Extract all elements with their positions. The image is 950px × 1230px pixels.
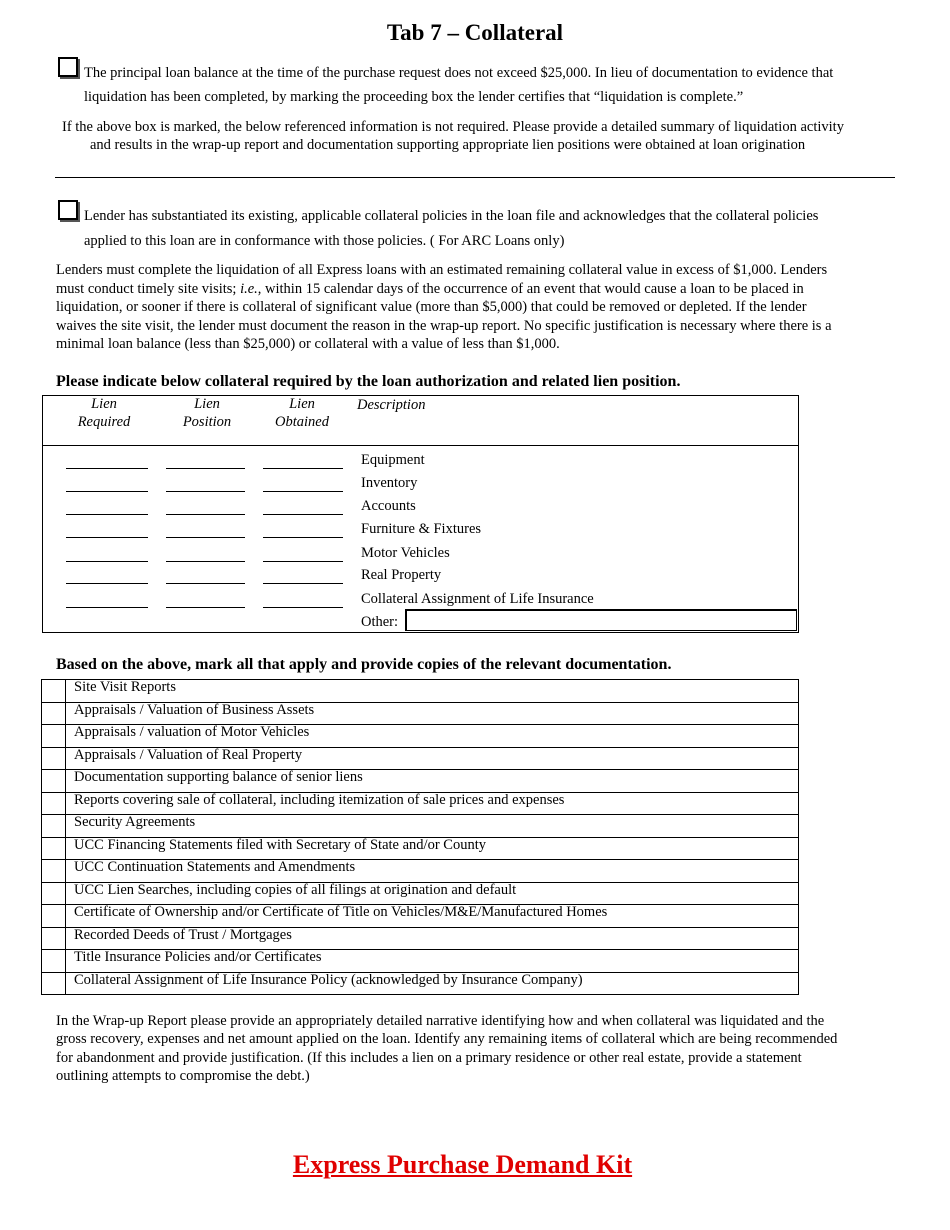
doc-label: Site Visit Reports xyxy=(66,680,799,703)
lien-obtained-field[interactable] xyxy=(263,491,343,492)
doc-label: Title Insurance Policies and/or Certificates xyxy=(66,950,799,973)
doc-checkbox[interactable] xyxy=(42,860,66,883)
col-lien-obtained: Lien Obtained xyxy=(275,396,329,430)
lien-required-field[interactable] xyxy=(66,491,148,492)
lien-required-field[interactable] xyxy=(66,583,148,584)
docs-table xyxy=(41,679,799,995)
liquidation-complete-checkbox[interactable] xyxy=(58,57,78,77)
lien-required-field[interactable] xyxy=(66,514,148,515)
doc-row xyxy=(42,747,799,770)
doc-label: Appraisals / Valuation of Real Property xyxy=(66,747,799,770)
doc-checkbox[interactable] xyxy=(42,837,66,860)
doc-checkbox[interactable] xyxy=(42,725,66,748)
checkbox2-text-line2: applied to this loan are in conformance with those policies. ( For ARC Loans only) xyxy=(84,233,565,249)
col-lien-position: Lien Position xyxy=(182,396,232,430)
lien-required-field[interactable] xyxy=(66,468,148,469)
wrapup-line1: In the Wrap-up Report please provide an appropriately detailed narrative identifying how and when collateral was liquidated and the xyxy=(56,1013,825,1029)
doc-row xyxy=(42,882,799,905)
checkbox2-text-line1: Lender has substantiated its existing, applicable collateral policies in the loan file and acknowledges that the collateral policies xyxy=(84,208,819,224)
doc-row xyxy=(42,725,799,748)
doc-label: Appraisals / Valuation of Business Assets xyxy=(66,702,799,725)
lien-obtained-field[interactable] xyxy=(263,514,343,515)
doc-label: Documentation supporting balance of senior liens xyxy=(66,770,799,793)
lien-obtained-field[interactable] xyxy=(263,561,343,562)
collateral-item: Equipment xyxy=(361,452,425,468)
other-input[interactable] xyxy=(405,609,797,631)
collateral-policies-checkbox[interactable] xyxy=(58,200,78,220)
wrapup-line4: outlining attempts to compromise the debt.) xyxy=(56,1068,310,1084)
collateral-item: Motor Vehicles xyxy=(361,545,450,561)
liquidation-para-line4: waives the site visit, the lender must document the reason in the wrap-up report. No specific justification is necessary where there is a xyxy=(56,318,832,334)
lien-required-field[interactable] xyxy=(66,561,148,562)
lien-obtained-field[interactable] xyxy=(263,583,343,584)
checkbox1-text-line2: liquidation has been completed, by marking the proceeding box the lender certifies that “liquidation is complete.” xyxy=(84,89,744,105)
checkbox1-text-line1: The principal loan balance at the time of the purchase request does not exceed $25,000. In lieu of documentation to evidence that xyxy=(84,65,834,81)
lien-required-field[interactable] xyxy=(66,607,148,608)
doc-label: Security Agreements xyxy=(66,815,799,838)
lien-position-field[interactable] xyxy=(166,537,245,538)
collateral-item: Inventory xyxy=(361,475,418,491)
lien-position-field[interactable] xyxy=(166,561,245,562)
col-lien-required: Lien Required xyxy=(77,396,131,430)
docs-heading: Based on the above, mark all that apply and provide copies of the relevant documentation. xyxy=(56,656,672,673)
lien-obtained-field[interactable] xyxy=(263,468,343,469)
lien-position-field[interactable] xyxy=(166,491,245,492)
doc-label: UCC Continuation Statements and Amendments xyxy=(66,860,799,883)
lien-position-field[interactable] xyxy=(166,607,245,608)
doc-checkbox[interactable] xyxy=(42,950,66,973)
wrapup-line3: for abandonment and provide justification. (If this includes a lien on a primary residence or other real estate, provide a statement xyxy=(56,1050,802,1066)
doc-row xyxy=(42,950,799,973)
doc-label: Collateral Assignment of Life Insurance Policy (acknowledged by Insurance Company) xyxy=(66,972,799,995)
doc-row xyxy=(42,680,799,703)
doc-checkbox[interactable] xyxy=(42,972,66,995)
collateral-item: Collateral Assignment of Life Insurance xyxy=(361,591,594,607)
doc-row xyxy=(42,815,799,838)
collateral-item: Furniture & Fixtures xyxy=(361,521,482,537)
col-description: Description xyxy=(357,397,426,413)
doc-row xyxy=(42,860,799,883)
doc-row xyxy=(42,972,799,995)
lien-required-field[interactable] xyxy=(66,537,148,538)
doc-row xyxy=(42,905,799,928)
other-label: Other: xyxy=(361,614,399,630)
liquidation-para-line5: minimal loan balance (less than $25,000) or collateral with a value of less than $1,000. xyxy=(56,336,560,352)
divider xyxy=(55,177,895,178)
doc-label: UCC Financing Statements filed with Secretary of State and/or County xyxy=(66,837,799,860)
lien-position-field[interactable] xyxy=(166,583,245,584)
doc-row xyxy=(42,927,799,950)
note1-line1: If the above box is marked, the below referenced information is not required. Please provide a detailed summary of liquidation activity xyxy=(62,119,844,135)
doc-row xyxy=(42,702,799,725)
doc-checkbox[interactable] xyxy=(42,882,66,905)
wrapup-line2: gross recovery, expenses and net amount applied on the loan. Identify any remaining items of collateral which are being recommended xyxy=(56,1031,838,1047)
doc-checkbox[interactable] xyxy=(42,792,66,815)
doc-checkbox[interactable] xyxy=(42,680,66,703)
doc-row xyxy=(42,837,799,860)
doc-label: Recorded Deeds of Trust / Mortgages xyxy=(66,927,799,950)
footer-title: Express Purchase Demand Kit xyxy=(292,1150,633,1179)
doc-label: Reports covering sale of collateral, including itemization of sale prices and expenses xyxy=(66,792,799,815)
collateral-table-header-divider xyxy=(42,445,799,446)
liquidation-para-line2: must conduct timely site visits; i.e., within 15 calendar days of the occurrence of an event that would cause a loan to be placed in xyxy=(56,281,804,297)
lien-position-field[interactable] xyxy=(166,514,245,515)
lien-position-field[interactable] xyxy=(166,468,245,469)
liquidation-para-line1: Lenders must complete the liquidation of all Express loans with an estimated remaining collateral value in excess of $1,000. Lenders xyxy=(56,262,828,278)
lien-obtained-field[interactable] xyxy=(263,607,343,608)
doc-checkbox[interactable] xyxy=(42,770,66,793)
doc-label: Appraisals / valuation of Motor Vehicles xyxy=(66,725,799,748)
doc-row xyxy=(42,792,799,815)
doc-checkbox[interactable] xyxy=(42,702,66,725)
doc-checkbox[interactable] xyxy=(42,747,66,770)
doc-checkbox[interactable] xyxy=(42,815,66,838)
collateral-heading: Please indicate below collateral required by the loan authorization and related lien position. xyxy=(56,373,681,390)
doc-label: Certificate of Ownership and/or Certificate of Title on Vehicles/M&E/Manufactured Homes xyxy=(66,905,799,928)
liquidation-para-line3: liquidation, or sooner if there is collateral of significant value (more than $5,000) that could be removed or depleted. If the lender xyxy=(56,299,807,315)
doc-label: UCC Lien Searches, including copies of all filings at origination and default xyxy=(66,882,799,905)
lien-obtained-field[interactable] xyxy=(263,537,343,538)
doc-row xyxy=(42,770,799,793)
collateral-item: Real Property xyxy=(361,567,442,583)
collateral-item: Accounts xyxy=(361,498,416,514)
page-title: Tab 7 – Collateral xyxy=(386,20,564,45)
note1-line2: and results in the wrap-up report and documentation supporting appropriate lien positions were obtained at loan origination xyxy=(90,137,806,153)
doc-checkbox[interactable] xyxy=(42,927,66,950)
doc-checkbox[interactable] xyxy=(42,905,66,928)
